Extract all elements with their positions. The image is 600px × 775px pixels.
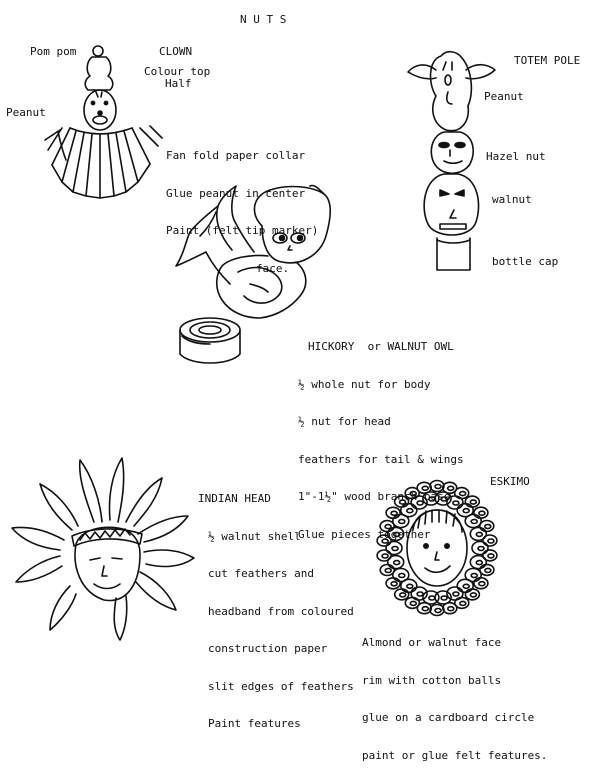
clown-instruction-1: Fan fold paper collar — [166, 149, 306, 162]
cotton-ball-center — [422, 607, 428, 611]
cotton-ball — [380, 565, 394, 576]
cotton-ball — [465, 496, 479, 507]
clown-colour-top-label: Colour top — [144, 65, 211, 78]
totem-hazelnut — [431, 132, 473, 173]
cotton-ball-center — [479, 582, 485, 586]
cotton-ball — [474, 578, 488, 589]
indian-instructions — [198, 468, 354, 743]
cotton-ball-center — [476, 561, 482, 565]
eskimo-line-3: glue on a cardboard circle — [362, 711, 535, 724]
owl-line-2: ½ nut for head — [298, 415, 391, 428]
cotton-ball-center — [471, 520, 477, 524]
clown-instruction-3: Paint (felt tip marker) — [166, 224, 319, 237]
cotton-ball — [465, 589, 479, 600]
clown-hat — [85, 57, 113, 90]
cotton-ball-center — [417, 592, 423, 596]
indian-line-4: construction paper — [208, 642, 328, 655]
cotton-ball-center — [441, 596, 447, 600]
cotton-ball — [395, 589, 409, 600]
cotton-ball-center — [394, 561, 400, 565]
cotton-ball-center — [478, 547, 484, 551]
totem-peanut-label: Peanut — [484, 90, 524, 103]
cotton-ball — [483, 535, 497, 546]
cotton-ball-center — [485, 568, 491, 572]
cotton-ball-center — [479, 511, 485, 515]
cotton-ball-center — [463, 509, 469, 513]
totem-bottle-cap-label: bottle cap — [492, 255, 559, 268]
cotton-ball-center — [463, 584, 469, 588]
cotton-ball-center — [453, 592, 459, 596]
cotton-ball-center — [470, 593, 476, 597]
cotton-ball — [480, 521, 494, 532]
totem-drawing — [408, 52, 495, 270]
cotton-ball-center — [400, 593, 406, 597]
owl-line-3: feathers for tail & wings — [298, 452, 464, 466]
cotton-ball-center — [488, 554, 494, 558]
cotton-ball — [472, 542, 488, 555]
owl-wood-base — [180, 318, 240, 363]
cotton-ball — [480, 564, 494, 575]
cotton-ball-center — [410, 601, 416, 605]
cotton-ball — [405, 597, 419, 608]
totem-walnut-label: walnut — [492, 193, 532, 206]
clown-instruction-4: face. — [256, 261, 290, 275]
indian-line-6: Paint features — [208, 717, 301, 730]
cotton-ball-center — [471, 574, 477, 578]
cotton-ball-center — [460, 601, 466, 605]
cotton-ball-center — [485, 525, 491, 529]
cotton-ball-center — [448, 607, 454, 611]
indian-head-drawing — [12, 458, 194, 640]
cotton-ball-center — [391, 582, 397, 586]
cotton-ball-center — [470, 500, 476, 504]
indian-feathers — [12, 458, 194, 640]
cotton-ball-center — [407, 584, 413, 588]
indian-line-2: cut feathers and — [208, 567, 314, 580]
clown-instructions — [166, 125, 318, 288]
cotton-ball-center — [488, 539, 494, 543]
cotton-ball — [386, 578, 400, 589]
eskimo-title: ESKIMO — [490, 475, 530, 488]
cotton-ball — [393, 569, 409, 582]
eskimo-instructions — [362, 612, 547, 775]
cotton-ball-center — [429, 596, 435, 600]
eskimo-line-1: Almond or walnut face — [362, 636, 502, 649]
totem-peanut — [431, 52, 472, 131]
cotton-ball — [483, 550, 497, 561]
clown-instruction-2: Glue peanut in center — [166, 186, 306, 200]
indian-line-3: headband from coloured — [208, 604, 354, 618]
indian-line-5: slit edges of feathers — [208, 679, 354, 693]
cotton-ball — [474, 507, 488, 518]
owl-line-4: 1"-1½" wood branch base — [298, 490, 451, 503]
cotton-ball — [465, 515, 481, 528]
clown-peanut-label: Peanut — [6, 106, 46, 119]
owl-line-1: ½ whole nut for body — [298, 377, 431, 391]
totem-title: TOTEM POLE — [514, 54, 581, 67]
clown-half-label: Half — [165, 77, 192, 90]
eskimo-line-4: paint or glue felt features. — [362, 748, 548, 762]
owl-title: HICKORY or WALNUT OWL — [308, 340, 454, 353]
eskimo-line-2: rim with cotton balls — [362, 673, 502, 687]
cotton-ball-center — [476, 532, 482, 536]
clown-pompom — [93, 46, 103, 56]
clown-collar — [45, 126, 162, 198]
cotton-ball — [457, 579, 473, 592]
page-title: N U T S — [240, 13, 287, 26]
indian-line-1: ½ walnut shell — [208, 529, 301, 543]
clown-pompom-label: Pom pom — [30, 45, 77, 58]
clown-title: CLOWN — [159, 45, 193, 58]
cotton-ball-center — [399, 574, 405, 578]
owl-line-5: Glue pieces together — [298, 527, 431, 541]
indian-title: INDIAN HEAD — [198, 492, 271, 505]
cotton-ball-center — [382, 554, 388, 558]
cotton-ball-center — [385, 569, 391, 573]
totem-walnut — [424, 174, 478, 235]
totem-hazelnut-label: Hazel nut — [486, 150, 546, 163]
